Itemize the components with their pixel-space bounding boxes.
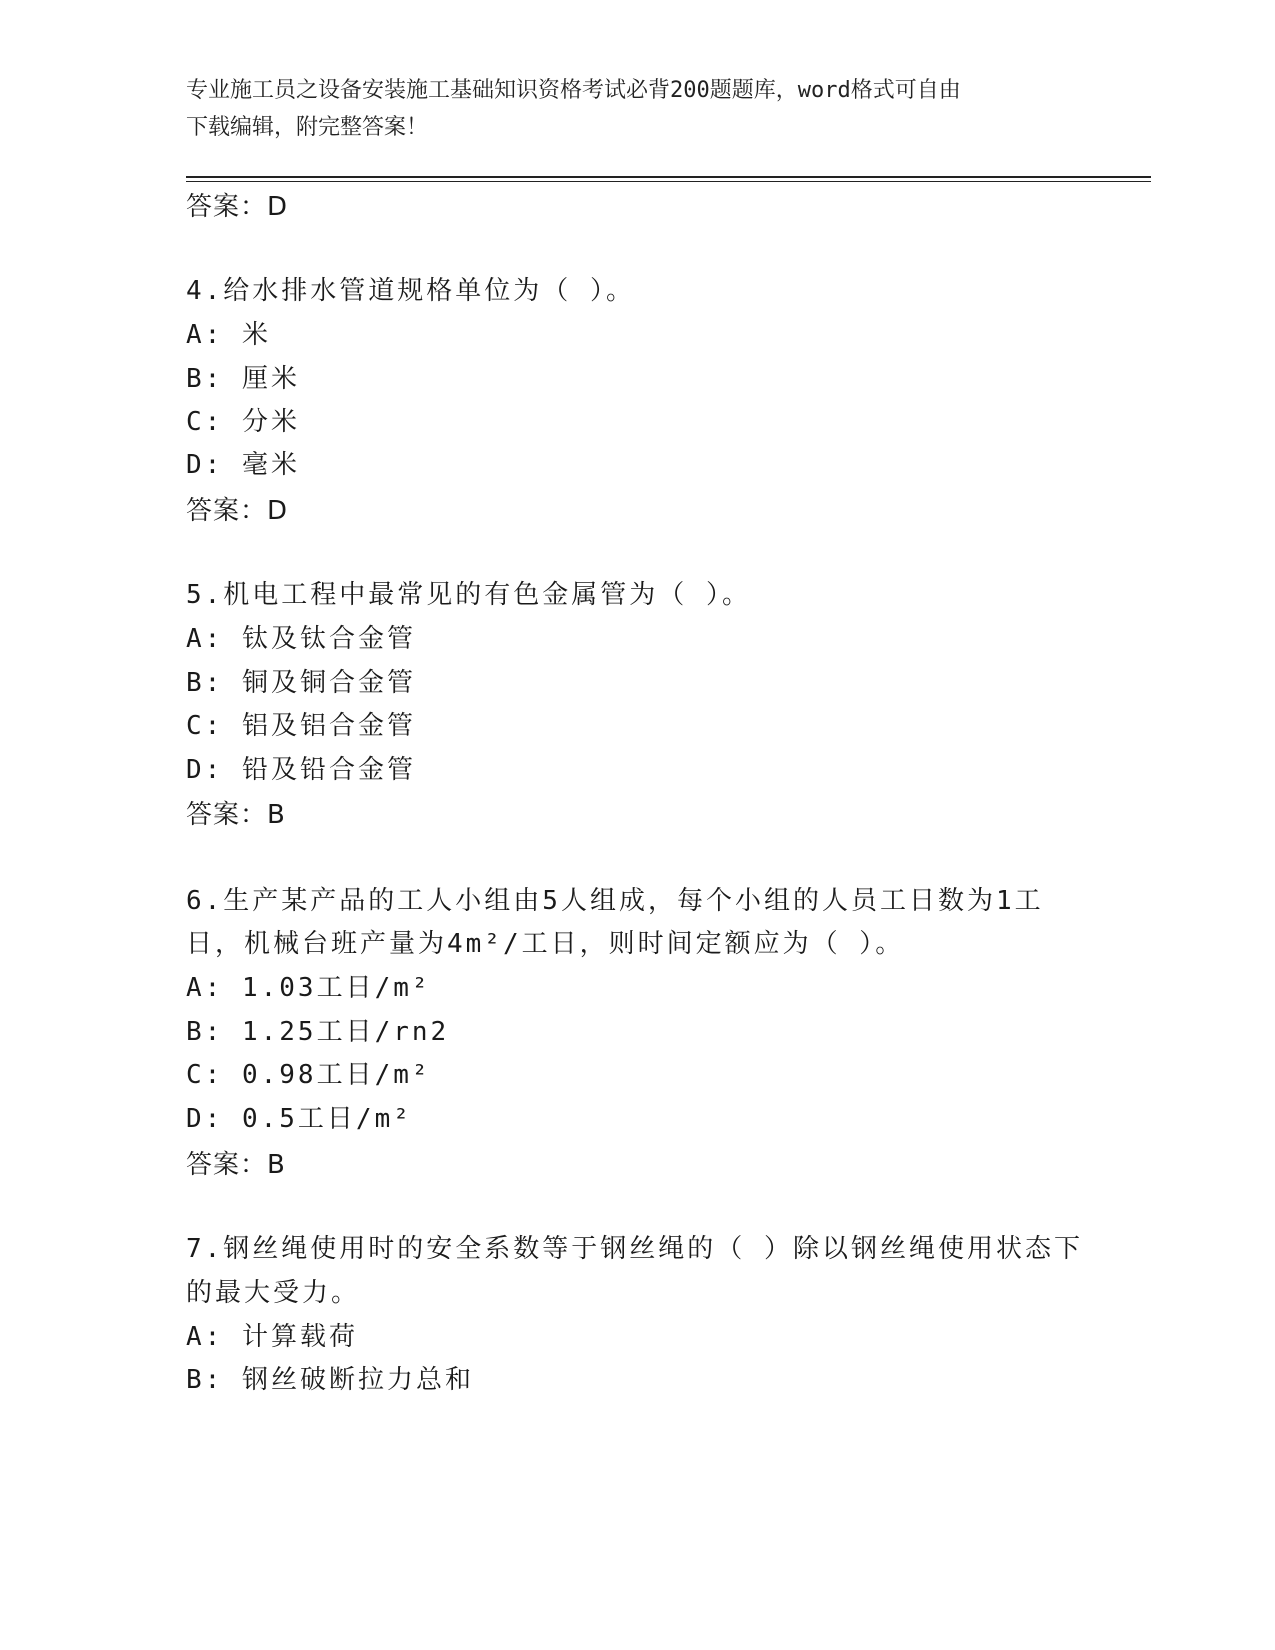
q4-option-d: D: 毫米 <box>186 450 300 480</box>
q6-option-c: C: 0.98工日/m² <box>186 1060 431 1090</box>
q7-stem-line-1: 7.钢丝绳使用时的安全系数等于钢丝绳的（ ）除以钢丝绳使用状态下 <box>186 1234 1083 1264</box>
header-divider <box>186 176 1151 182</box>
q6-answer: 答案：B <box>186 1150 286 1180</box>
q7-stem-line-2: 的最大受力。 <box>186 1278 361 1308</box>
header-line-1: 专业施工员之设备安装施工基础知识资格考试必背200题题库，word格式可自由 <box>186 78 961 103</box>
q7-option-b: B: 钢丝破断拉力总和 <box>186 1365 474 1395</box>
q5-answer: 答案：B <box>186 800 286 830</box>
q6-option-b: B: 1.25工日/rn2 <box>186 1017 450 1047</box>
q5-stem-line-1: 5.机电工程中最常见的有色金属管为（ ）。 <box>186 580 751 610</box>
answer-prev: 答案：D <box>186 192 289 222</box>
q6-stem-line-2: 日，机械台班产量为4m²/工日，则时间定额应为（ ）。 <box>186 929 905 959</box>
q6-option-a: A: 1.03工日/m² <box>186 973 431 1003</box>
q5-option-c: C: 铝及铝合金管 <box>186 711 416 741</box>
q6-option-d: D: 0.5工日/m² <box>186 1104 412 1134</box>
q5-option-d: D: 铅及铅合金管 <box>186 755 416 785</box>
q4-option-c: C: 分米 <box>186 407 300 437</box>
q7-option-a: A: 计算载荷 <box>186 1322 358 1352</box>
q5-option-b: B: 铜及铜合金管 <box>186 668 416 698</box>
q4-option-a: A: 米 <box>186 320 271 350</box>
q6-stem-line-1: 6.生产某产品的工人小组由5人组成，每个小组的人员工日数为1工 <box>186 886 1044 916</box>
document-header <box>186 72 1066 146</box>
q5-option-a: A: 钛及钛合金管 <box>186 624 416 654</box>
q4-answer: 答案：D <box>186 496 289 526</box>
header-line-2: 下载编辑，附完整答案！ <box>186 115 429 140</box>
q4-option-b: B: 厘米 <box>186 364 300 394</box>
q4-stem-line-1: 4.给水排水管道规格单位为（ ）。 <box>186 276 635 306</box>
